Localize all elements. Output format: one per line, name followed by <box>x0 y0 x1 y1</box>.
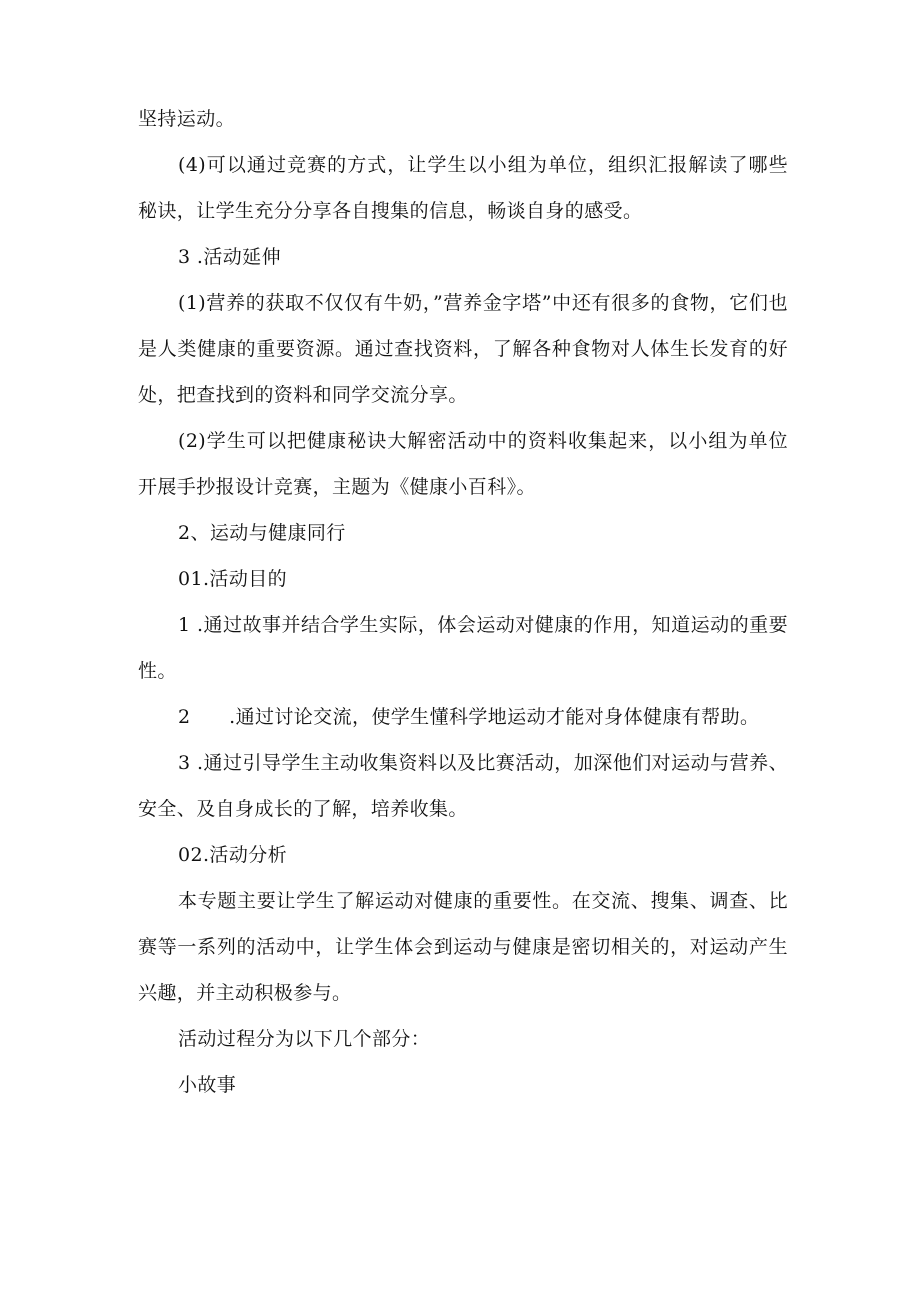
paragraph-item-4: (4)可以通过竞赛的方式，让学生以小组为单位，组织汇报解读了哪些秘诀，让学生充分分享各自搜集的信息，畅谈自身的感受。 <box>138 154 788 222</box>
paragraph-short-story: 小故事 <box>178 1074 237 1096</box>
paragraph-extension-2: (2)学生可以把健康秘诀大解密活动中的资料收集起来，以小组为单位开展手抄报设计竞赛，主题为《健康小百科》。 <box>138 430 788 498</box>
paragraph-continuation: 坚持运动。 <box>138 108 236 130</box>
subheading-activity-analysis: 02.活动分析 <box>178 844 288 866</box>
document-body <box>138 96 788 1108</box>
paragraph-purpose-2: 2 .通过讨论交流，使学生懂科学地运动才能对身体健康有帮助。 <box>178 706 760 728</box>
paragraph-process-intro: 活动过程分为以下几个部分： <box>178 1028 431 1050</box>
paragraph-analysis: 本专题主要让学生了解运动对健康的重要性。在交流、搜集、调查、比赛等一系列的活动中，让学生体会到运动与健康是密切相关的，对运动产生兴趣，并主动积极参与。 <box>138 890 788 1004</box>
heading-activity-extension: 3 .活动延伸 <box>178 246 281 268</box>
paragraph-purpose-3: 3 .通过引导学生主动收集资料以及比赛活动，加深他们对运动与营养、安全、及自身成长的了解，培养收集。 <box>138 752 788 820</box>
paragraph-purpose-1: 1 .通过故事并结合学生实际，体会运动对健康的作用，知道运动的重要性。 <box>138 614 788 682</box>
subheading-activity-purpose: 01.活动目的 <box>178 568 288 590</box>
section-heading-sport-health: 2、运动与健康同行 <box>178 522 346 544</box>
paragraph-extension-1: (1)营养的获取不仅仅有牛奶，”营养金字塔”中还有很多的食物，它们也是人类健康的重要资源。通过查找资料，了解各种食物对人体生长发育的好处，把查找到的资料和同学交流分享。 <box>138 292 788 406</box>
